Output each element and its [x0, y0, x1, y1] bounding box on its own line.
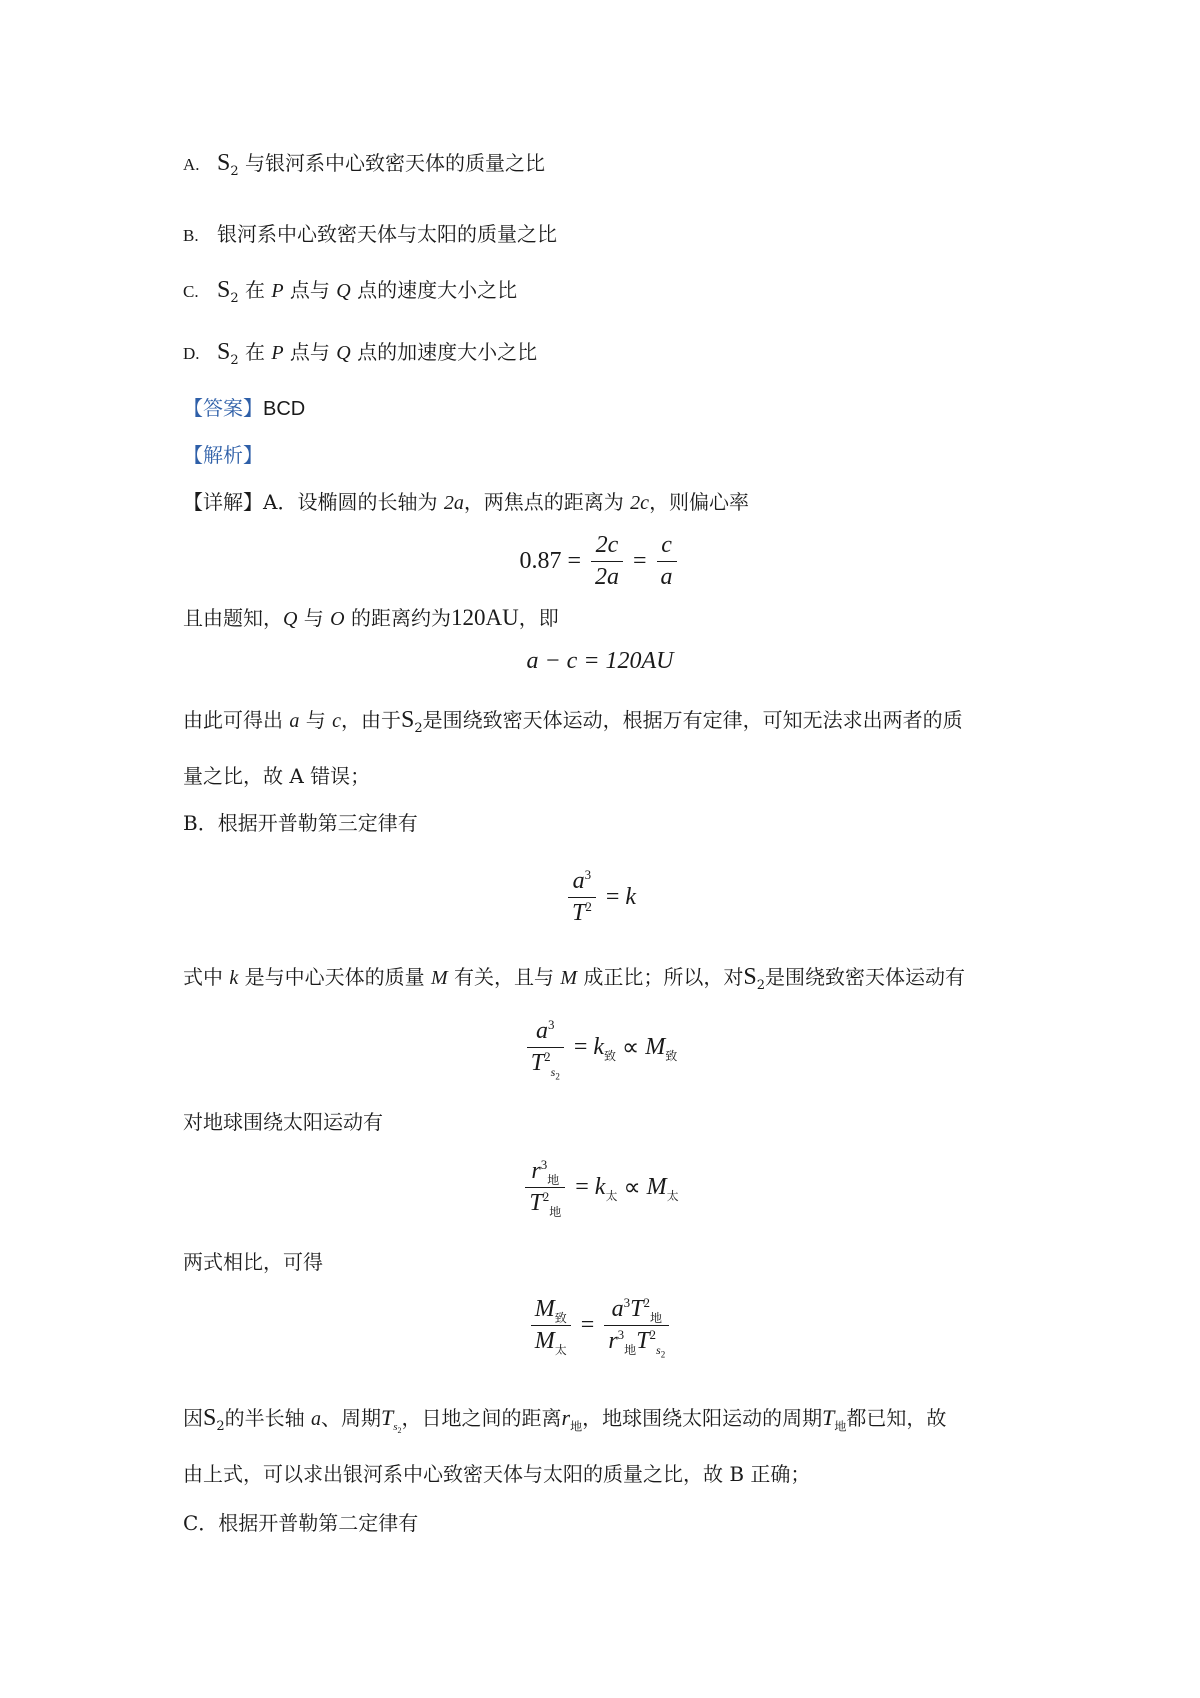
k-zhi	[593, 1034, 616, 1061]
math-2c: 2c	[630, 492, 650, 514]
subscript: 2	[216, 1419, 225, 1434]
answer-value: BCD	[263, 398, 306, 420]
proportional-sign: ∝	[623, 1175, 641, 1201]
text: 、周期	[321, 1406, 381, 1430]
sub-s: s	[656, 1342, 661, 1357]
math-m: M	[534, 1328, 555, 1354]
equation-distance	[0, 648, 1200, 675]
text: B．根据开普勒第三定律有	[183, 811, 418, 835]
numerator	[531, 1296, 571, 1326]
fraction	[568, 868, 596, 927]
sub-s: s	[393, 1421, 398, 1434]
option-letter: B.	[183, 226, 199, 245]
equals-sign: =	[633, 548, 647, 574]
detail-tag: 【详解】	[183, 490, 263, 514]
fraction	[591, 532, 623, 591]
detail-line-8	[183, 1247, 323, 1277]
point-q: Q	[336, 280, 351, 302]
exponent: 3	[584, 867, 592, 882]
text: C．根据开普勒第二定律有	[183, 1511, 419, 1535]
text: ，即	[518, 606, 559, 630]
text: 是围绕致密天体运动有	[765, 965, 966, 989]
fraction	[604, 1295, 669, 1360]
sub-di: 地	[834, 1419, 847, 1434]
fraction	[657, 532, 677, 591]
exponent: 2	[544, 1049, 551, 1064]
denominator	[531, 1326, 571, 1355]
option-b	[183, 219, 557, 251]
math-m: M	[560, 967, 578, 989]
text: 由上式，可以求出银河系中心致密天体与太阳的质量之比，故 B 正确；	[183, 1462, 811, 1486]
equation-s2-orbit	[0, 1017, 1200, 1082]
subscript	[550, 1064, 560, 1082]
fraction	[525, 1158, 565, 1217]
text: A．设椭圆的长轴为	[263, 490, 444, 514]
point-o: O	[330, 608, 345, 630]
text: 的距离约为	[344, 606, 451, 630]
denominator: 2a	[595, 564, 619, 590]
analysis-tag: 【解析】	[183, 443, 263, 467]
sub-zhi: 致	[604, 1048, 617, 1063]
symbol-s: S	[203, 1405, 217, 1431]
option-a	[183, 148, 545, 180]
math-t: T	[529, 1190, 543, 1216]
sub-tai: 太	[554, 1342, 567, 1357]
option-text: 银河系中心致密天体与太阳的质量之比	[217, 222, 557, 246]
sub-di: 地	[549, 1204, 562, 1219]
equation-earth-orbit	[0, 1158, 1200, 1217]
fraction	[531, 1296, 571, 1355]
text: 由此可得出	[183, 708, 290, 732]
math-m: M	[646, 1174, 667, 1200]
math-t: T	[822, 1405, 835, 1430]
text: 点与	[283, 278, 337, 302]
exponent: 2	[585, 899, 592, 914]
point-p: P	[271, 280, 284, 302]
math-k: k	[625, 884, 637, 910]
text: ，地球围绕太阳运动的周期	[582, 1406, 823, 1430]
numerator: c	[657, 532, 677, 562]
subscript	[393, 1421, 402, 1436]
text: 在	[238, 340, 272, 364]
math-k: k	[594, 1174, 606, 1200]
text: 是与中心天体的质量	[238, 965, 431, 989]
option-d	[183, 337, 537, 369]
math-a: a	[311, 1408, 321, 1430]
text: 与	[299, 708, 333, 732]
detail-line-5	[183, 808, 418, 838]
analysis-line	[183, 440, 263, 470]
math-r: r	[608, 1328, 618, 1354]
point-p: P	[271, 342, 284, 364]
period-t-di	[822, 1405, 847, 1434]
numerator	[525, 1158, 565, 1188]
subscript: 2	[756, 978, 766, 993]
eq-a-minus-c: a − c = 120AU	[526, 648, 674, 674]
equals-sign: =	[573, 1034, 588, 1060]
text: ，两焦点的距离为	[463, 490, 631, 514]
option-text: 与银河系中心致密天体的质量之比	[238, 151, 545, 175]
detail-line-11	[183, 1508, 418, 1538]
detail-line-6	[183, 962, 965, 993]
sub-tai: 太	[666, 1188, 679, 1203]
symbol-s: S	[217, 277, 231, 303]
subscript: 2	[230, 164, 239, 179]
sub-s: s	[550, 1064, 556, 1079]
m-tai	[647, 1174, 679, 1201]
text: 两式相比，可得	[183, 1250, 323, 1274]
math-c: c	[332, 710, 341, 732]
equals-sign: =	[605, 884, 620, 910]
numerator	[568, 868, 596, 898]
symbol-s: S	[743, 964, 757, 990]
sub-di: 地	[547, 1172, 560, 1187]
text: ，则偏心率	[649, 490, 750, 514]
text: 的半长轴	[224, 1406, 311, 1430]
subscript	[656, 1342, 666, 1360]
text: 成正比；所以，对	[577, 965, 744, 989]
symbol-s: S	[217, 339, 231, 365]
math-k: k	[593, 1034, 605, 1060]
equation-mass-ratio	[0, 1295, 1200, 1360]
denominator	[525, 1188, 565, 1217]
denominator	[604, 1326, 669, 1360]
subscript: 2	[230, 291, 239, 306]
math-a: a	[611, 1296, 624, 1322]
text: 是围绕致密天体运动，根据万有定律，可知无法求出两者的质	[422, 708, 963, 732]
option-c	[183, 275, 517, 307]
denominator	[568, 898, 596, 927]
period-ts2	[381, 1405, 402, 1436]
point-q: Q	[336, 342, 351, 364]
symbol-s: S	[400, 707, 415, 733]
text: ，由于	[340, 708, 401, 732]
sub-2: 2	[660, 1349, 666, 1360]
math-r: r	[531, 1158, 541, 1184]
exponent: 2	[542, 1189, 550, 1204]
detail-line-4	[183, 761, 370, 791]
text: 与	[297, 606, 331, 630]
option-letter: A.	[183, 155, 200, 174]
numerator: 2c	[591, 532, 623, 562]
math-t: T	[530, 1050, 545, 1076]
text: 对地球围绕太阳运动有	[183, 1110, 383, 1134]
math-m: M	[430, 967, 448, 989]
subscript: 2	[414, 721, 423, 736]
math-a: a	[289, 710, 300, 732]
text: 在	[238, 278, 272, 302]
equation-eccentricity	[0, 532, 1200, 591]
math-k: k	[229, 967, 239, 989]
text: 因	[183, 1406, 203, 1430]
math-t: T	[381, 1405, 394, 1430]
detail-line-9	[183, 1403, 946, 1434]
subscript: 2	[230, 353, 239, 368]
denominator: a	[660, 564, 673, 590]
exponent: 2	[643, 1295, 650, 1310]
detail-line-10	[183, 1459, 810, 1489]
symbol-s: S	[217, 150, 231, 176]
text: 点的速度大小之比	[350, 278, 518, 302]
text: 都已知，故	[846, 1406, 947, 1430]
exponent: 2	[649, 1327, 657, 1342]
distance-value: 120AU	[450, 605, 519, 630]
text: ，日地之间的距离	[401, 1406, 562, 1430]
numerator	[527, 1018, 564, 1048]
eq-left: 0.87	[519, 548, 562, 574]
exponent: 3	[548, 1017, 555, 1032]
sub-2: 2	[555, 1071, 560, 1082]
answer-line	[183, 393, 305, 424]
text: 有关，且与	[447, 965, 561, 989]
math-t: T	[571, 900, 586, 926]
point-q: Q	[283, 608, 298, 630]
sub-tai: 太	[605, 1188, 618, 1203]
sub-di: 地	[624, 1342, 637, 1357]
sub-2: 2	[397, 1426, 402, 1436]
answer-tag: 【答案】	[183, 396, 263, 420]
option-letter: C.	[183, 282, 199, 301]
math-m: M	[645, 1034, 666, 1060]
detail-line-7	[183, 1107, 383, 1137]
detail-line-2	[183, 603, 559, 634]
detail-line-1	[183, 487, 749, 518]
math-t: T	[630, 1296, 644, 1322]
math-a: a	[536, 1018, 549, 1044]
exponent: 3	[540, 1157, 548, 1172]
sub-zhi: 致	[554, 1310, 567, 1325]
exponent: 3	[617, 1327, 625, 1342]
text: 式中	[183, 965, 230, 989]
distance-r-di	[561, 1405, 583, 1434]
equation-kepler-third	[0, 868, 1200, 927]
math-2a: 2a	[443, 492, 464, 514]
sub-zhi: 致	[665, 1048, 678, 1063]
text: 量之比，故 A 错误；	[183, 764, 371, 788]
sub-di: 地	[570, 1419, 583, 1434]
math-m: M	[534, 1296, 555, 1322]
proportional-sign: ∝	[622, 1035, 640, 1061]
fraction	[527, 1017, 564, 1082]
option-letter: D.	[183, 344, 200, 363]
exponent: 3	[623, 1295, 631, 1310]
math-t: T	[636, 1328, 650, 1354]
text: 点与	[283, 340, 337, 364]
equals-sign: =	[580, 1312, 595, 1338]
sub-di: 地	[649, 1310, 662, 1325]
m-zhi	[645, 1034, 677, 1061]
equals-sign: =	[567, 548, 581, 574]
detail-line-3	[183, 705, 963, 736]
numerator	[604, 1296, 669, 1326]
denominator	[527, 1048, 564, 1082]
equals-sign: =	[575, 1174, 589, 1200]
math-r: r	[561, 1405, 571, 1430]
math-a: a	[572, 868, 585, 894]
text: 点的加速度大小之比	[350, 340, 538, 364]
k-tai	[595, 1174, 618, 1201]
text: 且由题知，	[183, 606, 283, 630]
